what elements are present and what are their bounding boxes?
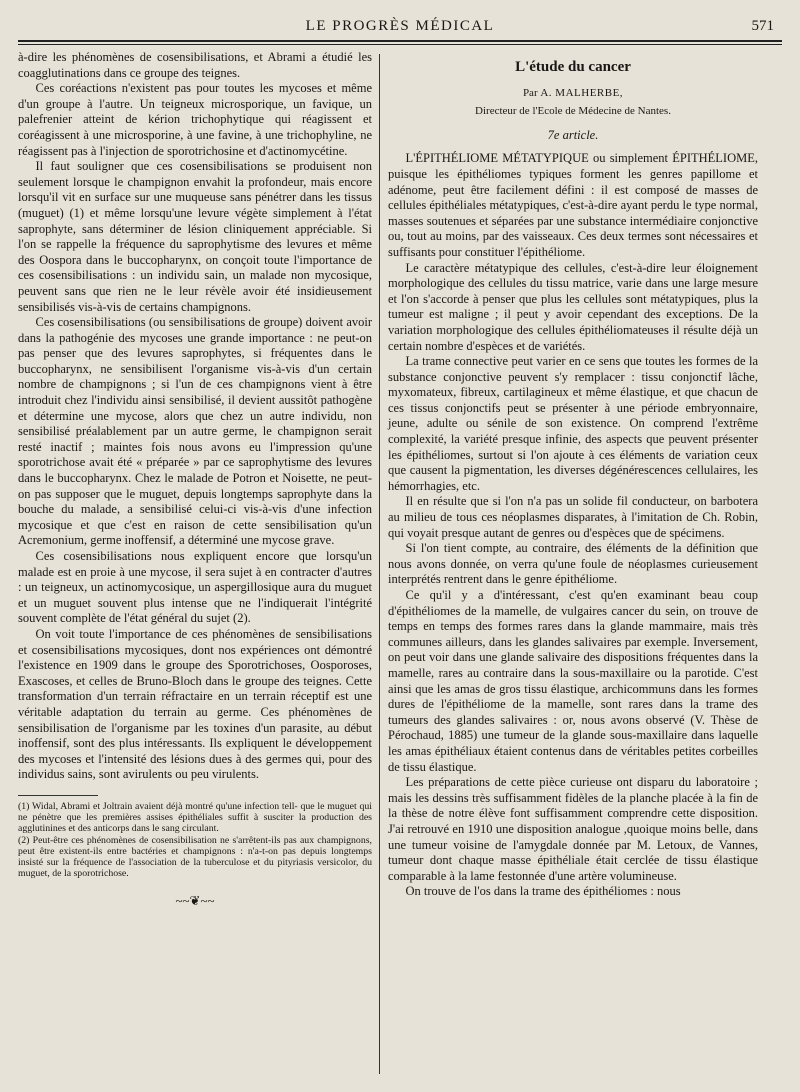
left-paragraph: Ces cosensibilisations nous expliquent encore que lorsqu'un malade est en proie à une mycose, il sera sujet à en contracter d'autres : un teigneux, un actinomycosique, un aspergillosique aura du muguet et un muguet souvent plus intense que ne l'indiquerait l'intégrité souvent complète de l'état général du sujet (2). [18, 549, 372, 626]
author-name: A. MALHERBE, [540, 86, 624, 99]
left-paragraph: Il faut souligner que ces cosensibilisations se produisent non seulement lorsque le champignon envahit la profondeur, mais encore lorsqu'il vit en surface sur une muqueuse sans pénétrer dans les tissus (muguet) (1) et même lorsqu'une levure végète simplement à l'état saprophyte, sans déterminer de lésion cliniquement appréciable. Si l'on se rappelle la fréquence du saprophytisme des levures et même des Oospora dans le buccopharynx, on conçoit toute l'importance de ces cosensibilisations : un individu sain, un malade non mycosique, peuvent sans que rien ne le leur révèle avoir été insidieusement sensibilisés vis-à-vis de certains champignons. [18, 159, 372, 314]
article-title: L'étude du cancer [515, 59, 631, 75]
left-column [18, 50, 372, 909]
page-number: 571 [751, 18, 774, 34]
right-paragraph: Si l'on tient compte, au contraire, des éléments de la définition que nous avons donnée, on verra qu'une foule de néoplasmes curieusement interprétés rentrent dans le genre épithéliome. [388, 541, 758, 587]
left-paragraph: Ces cosensibilisations (ou sensibilisations de groupe) doivent avoir dans la pathogénie des mycoses une grande importance : ne peut-on pas penser que des levures saprophytes, si fréquentes dans le buccopharynx, ne sensibilisent l'organisme vis-à-vis d'un certain nombre de champignons ; si l'un de ces champignons vient à être introduit chez l'individu ainsi sensibilisé, il devient aussitôt pathogène et détermine une mycose, alors que chez un autre individu, non sensibilisé préalablement par un autre germe, le champignon serait resté inactif ; maintes fois nous avons eu l'impression qu'une sporotrichose avait été « préparée » par ce saprophytisme des levures dans le buccopharynx. Chez le malade de Potron et Noisette, ne peut-on pas supposer que le muguet, depuis longtemps saprophyte dans la bouche du malade, a sensibilisé celui-ci vis-à-vis d'une infection mycosique et que c'est en raison de cette sensibilisation qu'un Acremonium, germe inoffensif, a déterminé une mycose grave. [18, 315, 372, 548]
header-rule-thick [18, 40, 782, 42]
right-paragraph: On trouve de l'os dans la trame des épithéliomes : nous [405, 884, 681, 899]
right-paragraph: Ce qu'il y a d'intéressant, c'est qu'en examinant beau coup d'épithéliomes de la mamelle, de vulgaires cancer du sein, on trouve de temps en temps des formes rares dans la glande mammaire, mais très communes ailleurs, dans les glandes salivaires par exemple. Inversement, on peut voir dans une glande salivaire des dispositions fréquentes dans la mamelle, rares au contraire dans la sous-maxillaire ou la parotide. C'est ainsi que les amas de gros tissu élastique, archicommuns dans les formes dures de l'épithéliome de la mamelle, sont rares dans la trame des tumeurs des glandes salivaires : or, nous avons observé (V. Thèse de Pérochaud, 1885) une tumeur de la glande sous-maxillaire dans laquelle les amas épithéliaux étaient contenus dans de véritables petites corbeilles de tissu élastique. [388, 588, 758, 774]
right-paragraph: Le caractère métatypique des cellules, c'est-à-dire leur éloignement morphologique des cellules du tissu matrice, varie dans une large mesure et l'on s'accorde à penser que plus les cellules sont métatypiques, plus la tumeur est maligne ; il peut y avoir cependant des exceptions. De la variation morphologique des cellules épithéliomateuses il résulte déjà un certain nombre d'espèces et de variétés. [388, 260, 758, 353]
page-header [18, 18, 782, 40]
column-divider [379, 54, 380, 1074]
fleuron-ornament: ~~❦~~ [175, 893, 215, 909]
footnote-rule [18, 795, 98, 796]
byline-prefix: Par [522, 86, 538, 99]
byline [388, 86, 758, 102]
header-rule-thin [18, 44, 782, 45]
left-paragraph: Ces coréactions n'existent pas pour toutes les mycoses et même d'un groupe à l'autre. Un teigneux microsporique, un favique, un palefrenier atteint de kérion trichophytique qui réagissent et coréagissent à une microsporine, à une favine, à une trichophyline, ne réagissent pas à l'injection de sporotrichosine et d'actinomycétine. [18, 81, 372, 158]
author-affiliation: Directeur de l'Ecole de Médecine de Nantes. [475, 105, 671, 118]
right-paragraph: Il en résulte que si l'on n'a pas un solide fil conducteur, on barbotera au milieu de tous ces néoplasmes disparates, à l'imitation de Ch. Robin, qui voyait presque autant de genres ou d'espèces que de spécimens. [388, 494, 758, 540]
right-paragraph: La trame connective peut varier en ce sens que toutes les formes de la substance conjonctive peuvent s'y remplacer : tissu conjonctif lâche, myxomateux, fibreux, cartilagineux et même élastique, et que chacun de ces tissus conjonctifs peut se présenter à une période embryonnaire, jeune, adulte ou sénile de son existence. On comprend l'extrême complexité, la variété presque infinie, des aspects que peuvent présenter les épithéliomes, surtout si l'on ajoute à ces éléments de variation ceux que causent la pigmentation, les diverses dégénérescences cellulaires, les hémorrhagies, etc. [388, 354, 758, 493]
right-column [388, 50, 758, 900]
right-paragraph: Les préparations de cette pièce curieuse ont disparu du laboratoire ; mais les dessins très suffisamment fidèles de la planche placée à la fin de la thèse de notre élève font suffisamment comprendre cette disposition. J'ai retrouvé en 1910 une disposition analogue ,quoique moins belle, dans une tumeur voisine de l'amygdale donnée par M. Letoux, de Vannes, tumeur dont chaque masse épithéliale était cerclée de tissu élastique comparable à la lame festonnée d'une artère volumineuse. [388, 775, 758, 883]
running-title: LE PROGRÈS MÉDICAL [305, 18, 495, 34]
footnote: (1) Widal, Abrami et Joltrain avaient déjà montré qu'une infection tell- que le muguet qui ne pénètre que les premières assises épithéliales suffit à susciter la production des agglutinines et des anticorps dans le sang circulant. [18, 800, 372, 835]
footnote: (2) Peut-être ces phénomènes de cosensibilisation ne s'arrêtent-ils pas aux champignons, peut être existent-ils entre bactéries et champignons : n'a-t-on pas depuis longtemps insisté sur la fréquence de l'association de la tuberculose et du pityriasis versicolor, du muguet, de la sporotrichose. [18, 834, 372, 880]
right-paragraph: L'ÉPITHÉLIOME MÉTATYPIQUE ou simplement ÉPITHÉLIOME, puisque les épithéliomes typiques forment les genres papillome et adénome, peut être facilement défini : il est composé de masses de cellules épithéliales métatypiques, c'est-à-dire ayant perdu le type normal, masses soutenues et séparées par une substance intermédiaire conjonctive ou, tout au moins, par des vaisseaux. Ces deux termes sont nécessaires et suffisants pour constituer l'épithéliome. [388, 151, 758, 259]
article-part: 7e article. [547, 127, 599, 142]
footnotes [18, 801, 372, 879]
left-paragraph: à-dire les phénomènes de cosensibilisations, et Abrami a étudié les coagglutinations dans ce groupe des teignes. [18, 50, 372, 80]
left-paragraph: On voit toute l'importance de ces phénomènes de sensibilisations et cosensibilisations mycosiques, dont nos expériences ont démontré l'existence en 1909 dans le groupe des Sporotrichoses, Oosporoses, Exascoses, et celles de Bruno-Bloch dans le groupe des teignes. Cette transformation d'un terrain réfractaire en un terrain réceptif est une véritable adaptation du terrain au germe. Ces phénomènes de sensibilisation de l'organisme par les toxines d'un parasite, au début inoffensif, sont des plus intéressants. Ils expliquent le développement des mycoses et l'intensité des lésions dues à des germes qui, pour des individus sains, sont avirulents ou peu virulents. [18, 626, 372, 782]
